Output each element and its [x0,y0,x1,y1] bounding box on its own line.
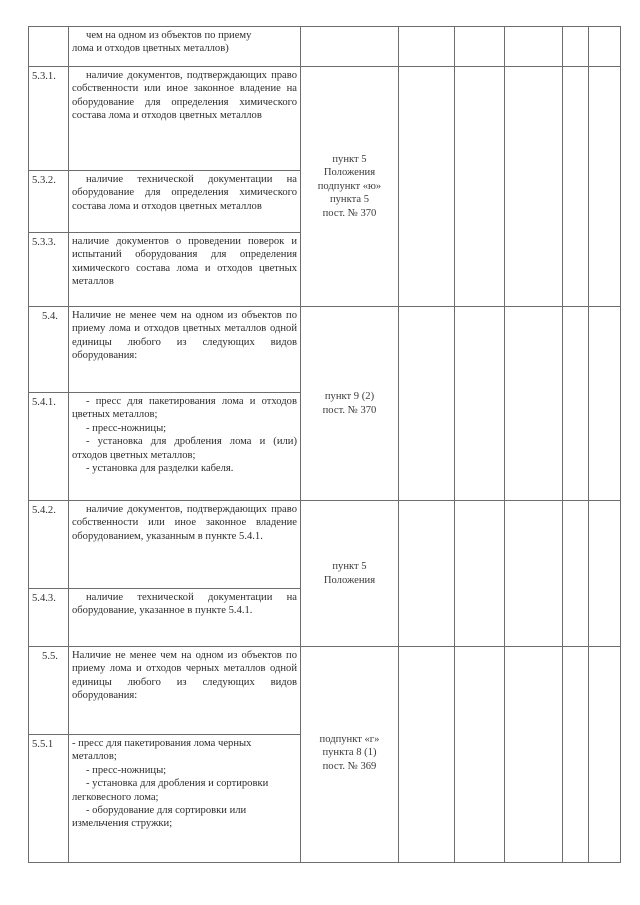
item-text [69,307,301,393]
reference-line: пункт 9 (2) [324,391,375,403]
reference-line: пункт 5 [332,153,367,165]
text-line: - пресс для пакетирования лома и отходов цветных металлов; [72,396,297,421]
text-line: наличие документов о проведении поверок и испытаний оборудования для определения химического состава лома и отходов цветных металлов [72,236,297,288]
text-line: наличие технической документации на оборудование для определения химического состава лома и отходов цветных металлов [72,174,297,212]
reference-cell [301,647,399,863]
text-line: наличие документов, подтверждающих право собственности или иное законное владение на оборудование для определения химического состава лома и отходов цветных металлов [72,70,297,122]
answer-cell [505,67,563,307]
answer-cell [455,67,505,307]
item-text [69,67,301,171]
text-line: наличие документов, подтверждающих право собственности или иное законное владение оборудованием, указанным в пункте 5.4.1. [72,504,297,542]
item-text [69,589,301,647]
item-text [69,501,301,589]
text-line: Наличие не менее чем на одном из объектов по приему лома и отходов цветных металлов одной единицы любого из следующих видов оборудования: [72,310,297,362]
reference-line: пункт 5 [332,561,367,573]
answer-cell [455,647,505,863]
answer-cell [563,307,589,501]
answer-cell [589,647,621,863]
item-number: 5.3.1. [29,67,69,171]
text-line: чем на одном из объектов по приему [86,30,252,41]
table-row [29,27,621,67]
item-text [69,233,301,307]
answer-cell [589,67,621,307]
item-number: 5.5.1 [29,735,69,863]
text-line: - пресс для пакетирования лома черных металлов; [72,738,252,763]
item-number [29,27,69,67]
text-line: - пресс-ножницы; [86,764,167,776]
answer-cell [399,647,455,863]
reference-line: подпункт «г» [319,734,380,745]
answer-cell [563,647,589,863]
item-number: 5.4. [29,307,69,393]
item-number: 5.4.3. [29,589,69,647]
reference-line: пункта 8 (1) [322,747,377,759]
table-row [29,307,621,393]
text-line: Наличие не менее чем на одном из объектов по приему лома и отходов черных металлов одной единицы любого из следующих видов оборудования: [72,650,297,702]
item-text [69,735,301,863]
table-row [29,501,621,589]
item-text [69,27,301,67]
reference-line: Положения [323,574,376,586]
item-text [69,647,301,735]
answer-cell [399,307,455,501]
table-row [29,67,621,171]
reference-cell [301,27,399,67]
reference-cell [301,307,399,501]
item-text [69,393,301,501]
answer-cell [563,501,589,647]
item-number: 5.4.1. [29,393,69,501]
item-number: 5.3.3. [29,233,69,307]
answer-cell [455,501,505,647]
answer-cell [399,501,455,647]
text-line: - пресс-ножницы; [86,422,167,434]
reference-cell [301,67,399,307]
answer-cell [455,27,505,67]
reference-line: пост. № 370 [322,404,377,416]
answer-cell [399,67,455,307]
text-line: - оборудование для сортировки или измельчения стружки; [72,805,247,830]
item-number: 5.3.2. [29,171,69,233]
answer-cell [455,307,505,501]
answer-cell [505,307,563,501]
text-line: лома и отходов цветных металлов) [72,43,229,55]
text-line: - установка для разделки кабеля. [86,463,234,475]
item-number: 5.4.2. [29,501,69,589]
text-line: наличие технической документации на оборудование, указанное в пункте 5.4.1. [72,592,297,617]
reference-line: подпункт «ю» [317,180,382,192]
text-line: - установка для дробления и сортировки легковесного лома; [72,778,269,803]
answer-cell [589,501,621,647]
reference-line: пункта 5 [329,194,370,206]
text-line: - установка для дробления лома и (или) отходов цветных металлов; [72,436,297,461]
item-number: 5.5. [29,647,69,735]
reference-line: пост. № 370 [322,207,377,219]
answer-cell [589,27,621,67]
reference-line: пост. № 369 [322,760,377,772]
answer-cell [589,307,621,501]
answer-cell [505,647,563,863]
answer-cell [505,27,563,67]
reference-cell [301,501,399,647]
answer-cell [399,27,455,67]
answer-cell [505,501,563,647]
answer-cell [563,67,589,307]
item-text [69,171,301,233]
requirements-table [28,26,621,863]
table-row [29,647,621,735]
reference-line: Положения [323,167,376,179]
answer-cell [563,27,589,67]
